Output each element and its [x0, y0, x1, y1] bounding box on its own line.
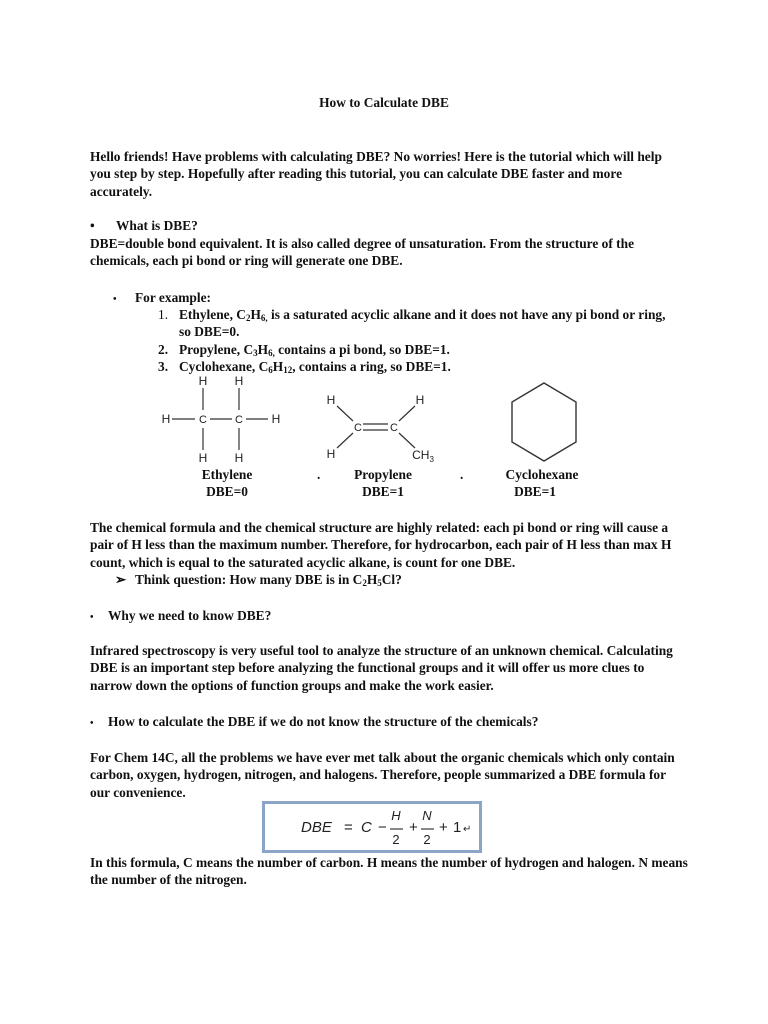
ethylene-name: Ethylene [201, 467, 253, 482]
atom-c: C [199, 414, 207, 426]
svg-text:N: N [422, 808, 432, 823]
dbe-definition: DBE=double bond equivalent. It is also called degree of unsaturation. From the structure of the chemicals, each pi bond or ring will generate one DBE. [90, 236, 635, 269]
svg-text:H: H [391, 808, 401, 823]
section-why-dbe [90, 607, 271, 626]
subscript: 3 [253, 347, 258, 358]
page-title: How to Calculate DBE [319, 95, 449, 110]
formula-explanation: In this formula, C means the number of carbon. H means the number of hydrogen and halogen. N means the number of the nitrogen. [90, 855, 688, 888]
svg-text:=: = [344, 819, 353, 836]
list-item [158, 306, 678, 341]
ethylene-dbe: DBE=0 [206, 484, 248, 499]
list-number: 3. [158, 359, 169, 375]
item-text: H [257, 341, 269, 357]
cyclohexane-dbe: DBE=1 [514, 484, 556, 499]
item-text: , contains a ring, so DBE=1. [292, 359, 451, 375]
section-heading: How to calculate the DBE if we do not know the structure of the chemicals? [108, 714, 539, 729]
subscript: 6, [260, 313, 268, 323]
chem-paragraph: For Chem 14C, all the problems we have ever met talk about the organic chemicals which only contain carbon, oxygen, hydrogen, nitrogen, and halogens. Therefore, people summarized a DBE formula for our convenience. [90, 750, 675, 800]
propylene-name: Propylene [354, 467, 412, 482]
subscript: 2 [362, 578, 367, 588]
think-question [115, 571, 402, 588]
cyclohexane-structure [505, 380, 585, 466]
svg-text:−: − [378, 819, 387, 836]
cyclohexane-name: Cyclohexane [505, 467, 579, 482]
svg-text:+: + [409, 819, 418, 836]
atom-h: H [271, 412, 281, 426]
item-text: H [250, 307, 261, 322]
item-text: Propylene, C [179, 341, 254, 357]
atom-c: C [235, 414, 243, 426]
atom-h: H [326, 447, 336, 461]
svg-text:DBE: DBE [301, 819, 332, 836]
dbe-formula [265, 804, 479, 850]
bullet: • [90, 718, 94, 729]
separator: . [460, 467, 464, 482]
subscript: 6, [268, 347, 275, 358]
intro-paragraph: Hello friends! Have problems with calculating DBE? No worries! Here is the tutorial which will help you step by step. Hopefully after reading this tutorial, you can calculate DBE faster and more accurately. [90, 149, 662, 199]
atom-h: H [234, 374, 244, 388]
ir-paragraph: Infrared spectroscopy is very useful tool to analyze the structure of an unknown chemical. Calculating DBE is an important step before analyzing the functional groups and it will offer us more clues to narrow down the options of function groups and make the work easier. [90, 643, 673, 693]
atom-h: H [161, 412, 171, 426]
svg-text:2: 2 [392, 832, 400, 847]
list-item [158, 341, 678, 358]
item-text: Cyclohexane, C [179, 359, 269, 375]
atom-h: H [326, 393, 336, 407]
propylene-dbe: DBE=1 [362, 484, 404, 499]
section-what-is-dbe [90, 217, 198, 234]
section-how-to-calc [90, 713, 538, 732]
svg-text:↵: ↵ [463, 824, 472, 835]
atom-h: H [415, 393, 425, 407]
section-heading: For example: [135, 290, 211, 305]
propylene-structure [315, 388, 455, 468]
think-text: Think question: How many DBE is in C [135, 572, 363, 587]
separator: . [317, 467, 321, 482]
list-number: 1. [158, 307, 169, 322]
subscript: 2 [245, 313, 251, 323]
item-text: is a saturated acyclic alkane and it does not have any pi bond or ring, so DBE=0. [179, 307, 666, 340]
atom-h: H [198, 451, 208, 465]
subscript: 12 [283, 365, 293, 376]
section-heading: What is DBE? [116, 218, 198, 233]
atom-c: C [354, 422, 362, 434]
atom-h: H [234, 451, 244, 465]
svg-text:C: C [361, 819, 372, 836]
ethylene-structure [150, 370, 290, 465]
list-number: 2. [158, 341, 169, 357]
atom-ch3: $CH_3$ [412, 448, 434, 464]
examples-list [158, 306, 678, 376]
item-text: H [272, 359, 284, 375]
atom-c: C [390, 422, 398, 434]
think-text: Cl? [381, 572, 402, 587]
atom-h: H [198, 374, 208, 388]
bullet: • [90, 218, 95, 233]
svg-text:+: + [439, 819, 448, 836]
arrow-icon: ➢ [115, 572, 127, 587]
bullet: • [90, 612, 94, 623]
svg-text:2: 2 [423, 832, 431, 847]
item-text: Ethylene, C [179, 307, 246, 322]
bullet: • [113, 294, 117, 305]
dbe-formula-box [262, 801, 482, 853]
subscript: 6 [268, 365, 273, 376]
relation-paragraph: The chemical formula and the chemical structure are highly related: each pi bond or ring will cause a pair of H less than the maximum number. Therefore, for hydrocarbon, each pair of H less than max H count, which is equal to the saturated acyclic alkane, is count for one DBE. [90, 520, 672, 570]
section-heading: Why we need to know DBE? [108, 608, 272, 623]
subscript: 5 [377, 578, 382, 588]
svg-text:1: 1 [453, 819, 462, 836]
item-text: contains a pi bond, so DBE=1. [274, 341, 450, 357]
think-text: H [366, 572, 378, 587]
